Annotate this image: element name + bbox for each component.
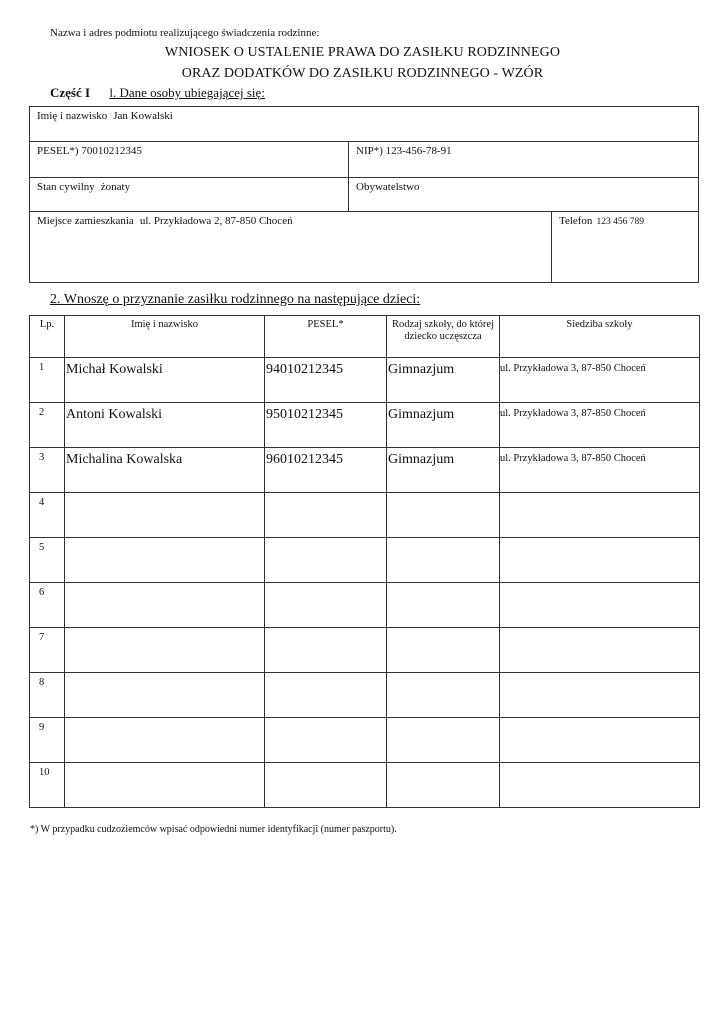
row-number: 5 bbox=[30, 538, 65, 583]
applicant-table bbox=[29, 106, 699, 283]
citizenship-field[interactable] bbox=[349, 178, 699, 212]
table-row bbox=[30, 538, 700, 583]
col-header-name: Imię i nazwisko bbox=[65, 316, 265, 358]
phone-value: 123 456 789 bbox=[596, 217, 644, 227]
col-header-school-type: Rodzaj szkoły, do której dziecko uczęszcza bbox=[387, 316, 500, 358]
child-name-cell[interactable] bbox=[65, 493, 265, 538]
child-name-cell[interactable] bbox=[65, 718, 265, 763]
child-name-cell[interactable] bbox=[65, 628, 265, 673]
child-name-cell[interactable]: Michalina Kowalska bbox=[65, 448, 265, 493]
marital-label: Stan cywilny bbox=[37, 181, 95, 193]
pesel-label: PESEL*) bbox=[37, 145, 79, 157]
school-type-cell[interactable] bbox=[387, 673, 500, 718]
table-row bbox=[30, 583, 700, 628]
address-field[interactable] bbox=[30, 212, 552, 283]
school-type-cell[interactable] bbox=[387, 628, 500, 673]
row-number: 6 bbox=[30, 583, 65, 628]
school-address-cell[interactable] bbox=[500, 718, 700, 763]
school-address-cell[interactable]: ul. Przykładowa 3, 87-850 Choceń bbox=[500, 403, 700, 448]
row-number: 4 bbox=[30, 493, 65, 538]
part-heading bbox=[50, 85, 265, 101]
nip-field[interactable] bbox=[349, 142, 699, 178]
child-pesel-cell[interactable] bbox=[265, 673, 387, 718]
school-address-cell[interactable] bbox=[500, 673, 700, 718]
row-number: 1 bbox=[30, 358, 65, 403]
table-row bbox=[30, 493, 700, 538]
school-address-cell[interactable]: ul. Przykładowa 3, 87-850 Choceń bbox=[500, 448, 700, 493]
school-address-cell[interactable] bbox=[500, 763, 700, 808]
marital-status-field[interactable] bbox=[30, 178, 349, 212]
child-name-cell[interactable] bbox=[65, 538, 265, 583]
col-header-school-address: Siedziba szkoły bbox=[500, 316, 700, 358]
child-pesel-cell[interactable]: 94010212345 bbox=[265, 358, 387, 403]
address-label: Miejsce zamieszkania bbox=[37, 215, 134, 227]
school-address-cell[interactable]: ul. Przykładowa 3, 87-850 Choceń bbox=[500, 358, 700, 403]
child-pesel-cell[interactable] bbox=[265, 583, 387, 628]
col-header-pesel: PESEL* bbox=[265, 316, 387, 358]
children-header-row bbox=[30, 316, 700, 358]
table-row bbox=[30, 448, 700, 493]
footnote: *) W przypadku cudzoziemców wpisać odpowiedni numer identyfikacji (numer paszportu). bbox=[30, 824, 397, 835]
pesel-field[interactable] bbox=[30, 142, 349, 178]
row-number: 7 bbox=[30, 628, 65, 673]
name-label: Imię i nazwisko bbox=[37, 110, 108, 122]
school-type-cell[interactable] bbox=[387, 583, 500, 628]
child-pesel-cell[interactable] bbox=[265, 628, 387, 673]
name-value: Jan Kowalski bbox=[113, 110, 173, 122]
school-type-cell[interactable] bbox=[387, 718, 500, 763]
child-name-cell[interactable]: Michał Kowalski bbox=[65, 358, 265, 403]
row-number: 2 bbox=[30, 403, 65, 448]
child-name-cell[interactable] bbox=[65, 673, 265, 718]
phone-field[interactable] bbox=[552, 212, 699, 283]
child-pesel-cell[interactable] bbox=[265, 538, 387, 583]
citizenship-label: Obywatelstwo bbox=[356, 181, 420, 193]
child-pesel-cell[interactable] bbox=[265, 718, 387, 763]
table-row bbox=[30, 673, 700, 718]
school-address-cell[interactable] bbox=[500, 628, 700, 673]
phone-label: Telefon bbox=[559, 215, 593, 227]
child-name-cell[interactable]: Antoni Kowalski bbox=[65, 403, 265, 448]
table-row bbox=[30, 403, 700, 448]
school-type-cell[interactable] bbox=[387, 538, 500, 583]
row-number: 8 bbox=[30, 673, 65, 718]
section1-title: l. Dane osoby ubiegającej się: bbox=[109, 85, 265, 100]
form-title-line1: WNIOSEK O USTALENIE PRAWA DO ZASIŁKU RODZINNEGO bbox=[164, 45, 561, 60]
section2-title: 2. Wnoszę o przyznanie zasiłku rodzinnego na następujące dzieci: bbox=[50, 292, 421, 307]
pesel-value: 70010212345 bbox=[81, 145, 142, 157]
row-number: 10 bbox=[30, 763, 65, 808]
school-address-cell[interactable] bbox=[500, 538, 700, 583]
child-name-cell[interactable] bbox=[65, 763, 265, 808]
marital-value: żonaty bbox=[100, 181, 131, 193]
child-pesel-cell[interactable]: 96010212345 bbox=[265, 448, 387, 493]
school-type-cell[interactable]: Gimnazjum bbox=[387, 403, 500, 448]
table-row bbox=[30, 718, 700, 763]
child-name-cell[interactable] bbox=[65, 583, 265, 628]
address-value: ul. Przykładowa 2, 87-850 Choceń bbox=[139, 215, 293, 227]
school-address-cell[interactable] bbox=[500, 493, 700, 538]
provider-label: Nazwa i adres podmiotu realizującego świadczenia rodzinne: bbox=[50, 27, 320, 39]
nip-value: 123-456-78-91 bbox=[385, 145, 452, 157]
table-row bbox=[30, 763, 700, 808]
table-row bbox=[30, 358, 700, 403]
row-number: 3 bbox=[30, 448, 65, 493]
part-label: Część I bbox=[50, 85, 91, 100]
col-header-lp: Lp. bbox=[30, 316, 65, 358]
children-table bbox=[29, 315, 700, 808]
row-number: 9 bbox=[30, 718, 65, 763]
applicant-name-field[interactable] bbox=[30, 107, 699, 142]
table-row bbox=[30, 628, 700, 673]
section2-heading bbox=[50, 292, 420, 308]
nip-label: NIP*) bbox=[356, 145, 383, 157]
child-pesel-cell[interactable] bbox=[265, 763, 387, 808]
school-type-cell[interactable] bbox=[387, 763, 500, 808]
school-address-cell[interactable] bbox=[500, 583, 700, 628]
form-title-line2: ORAZ DODATKÓW DO ZASIŁKU RODZINNEGO - WZÓR bbox=[181, 66, 544, 81]
child-pesel-cell[interactable] bbox=[265, 493, 387, 538]
school-type-cell[interactable]: Gimnazjum bbox=[387, 448, 500, 493]
school-type-cell[interactable]: Gimnazjum bbox=[387, 358, 500, 403]
child-pesel-cell[interactable]: 95010212345 bbox=[265, 403, 387, 448]
school-type-cell[interactable] bbox=[387, 493, 500, 538]
